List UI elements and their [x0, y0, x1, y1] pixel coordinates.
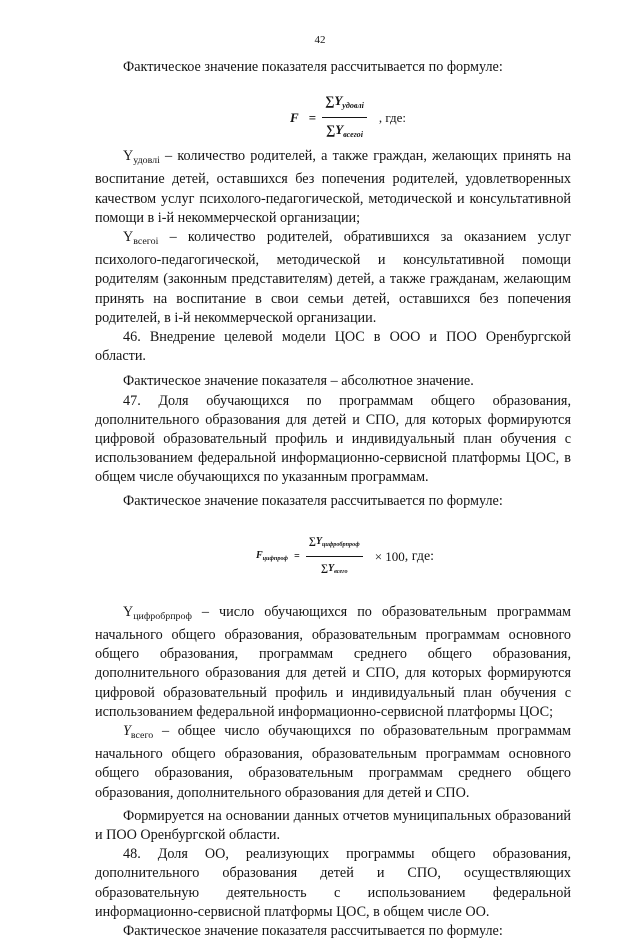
sigma-symbol: ∑ — [325, 92, 335, 108]
item-47: 47. Доля обучающихся по программам общего образования, дополнительного образования для детей и СПО, для которых формируются цифровой образовательный профиль и индивидуальный план обучения с использованием федеральной информационно-сервисной платформы ЦОС, в общем числе обучающихся по указанным программам. — [95, 392, 571, 486]
definition-cifr — [95, 603, 571, 722]
formula-2 — [95, 535, 571, 579]
formula-1-numerator — [322, 91, 367, 118]
formula-1-denominator — [323, 118, 366, 144]
definition-vsego-2-text: – общее число обучающихся по образовательным программам начального общего образования, образовательным программам основного общего образования, образовательным программам среднего общего образования, дополнительного образования для детей и СПО. — [95, 722, 571, 801]
absolute-value-note: Фактическое значение показателя – абсолютное значение. — [123, 373, 474, 390]
definition-vsego-symbol: Y — [123, 228, 134, 245]
formula-2-multiplier: × 100 — [374, 549, 405, 565]
definition-cifr-subscript: цифробрпроф — [133, 610, 192, 622]
numerator-subscript: цифробрпроф — [321, 541, 360, 549]
definition-cifr-symbol: Y — [123, 603, 134, 620]
definition-cifr-text: – число обучающихся по образовательным программам начального общего образования, образовательным программам основного общего образования, программам среднего общего образования, дополнительного образования для детей и СПО, для которых формируются цифровой образовательный профиль и индивидуальный план обучения с использованием федеральной информационно-сервисной платформы ЦОС; — [95, 603, 571, 720]
definition-udovl-text: – количество родителей, а также граждан, желающих принять на воспитание детей, оставшихся без попечения родителей, удовлетворенных качеством услуг психолого-педагогической, методической и консультативной помощи в i-й некоммерческой организации; — [95, 148, 571, 226]
formula-2-equals: = — [293, 551, 300, 563]
formula-1 — [95, 91, 571, 143]
formula-1-lhs: F — [289, 109, 299, 125]
definition-vsego-subscript: всегоi — [133, 235, 159, 247]
formula-intro-2: Фактическое значение показателя рассчитывается по формуле: — [123, 492, 503, 509]
document-body — [95, 58, 571, 941]
sigma-symbol: ∑ — [320, 563, 328, 575]
item-46: 46. Внедрение целевой модели ЦОС в ООО и ПОО Оренбургской области. — [95, 328, 571, 365]
definition-udovl — [95, 147, 571, 228]
definition-vsego-text: – количество родителей, обратившихся за оказанием услуг психолого-педагогической, методической и консультативной помощи родителям (законным представителям) детей, а также гражданам, желающим принять на воспитание в свои семьи детей, оставшихся без попечения родителей, в i-й некоммерческой организации. — [95, 228, 571, 326]
item-48: 48. Доля ОО, реализующих программы общего образования, дополнительного образования детей и СПО, осуществляющих образовательную деятельность с использованием федеральной информационно-сервисной платформы ЦОС, в общем числе ОО. — [95, 846, 571, 920]
formula-2-lhs — [256, 546, 288, 568]
formula-1-equals: = — [308, 109, 317, 125]
denominator-subscript: всего — [334, 568, 348, 576]
y-symbol: Y — [334, 92, 343, 108]
formula-intro-3: Фактическое значение показателя рассчитывается по формуле: — [123, 922, 503, 939]
y-symbol: Y — [315, 535, 322, 547]
denominator-subscript: всегоі — [343, 129, 363, 139]
formula-1-fraction — [322, 91, 367, 144]
formed-note: Формируется на основании данных отчетов муниципальных образований и ПОО Оренбургской области. — [95, 807, 571, 843]
definition-udovl-symbol: Y — [123, 148, 134, 165]
y-symbol: Y — [335, 121, 344, 137]
formula-2-fraction — [306, 532, 363, 582]
formula-2-numerator — [306, 532, 363, 557]
formula-2-denominator — [318, 557, 351, 581]
formula-2-lhs-subscript: цифпроф — [262, 554, 288, 562]
formula-1-where: , где: — [378, 109, 407, 125]
definition-vsego-2-symbol: Y — [123, 722, 131, 739]
formula-2-where: , где: — [404, 549, 435, 565]
definition-vsego-2 — [95, 722, 571, 803]
definition-udovl-subscript: удовлi — [133, 155, 160, 167]
formula-intro-1: Фактическое значение показателя рассчитывается по формуле: — [123, 59, 503, 75]
y-symbol: Y — [327, 563, 335, 575]
sigma-symbol: ∑ — [325, 121, 336, 137]
definition-vsego — [95, 228, 571, 328]
page-number: 42 — [314, 34, 326, 46]
numerator-subscript: удовлі — [342, 100, 364, 110]
definition-vsego-2-subscript: всего — [130, 729, 154, 741]
formula-2-lhs-letter: F — [255, 549, 263, 561]
sigma-symbol: ∑ — [308, 535, 316, 547]
